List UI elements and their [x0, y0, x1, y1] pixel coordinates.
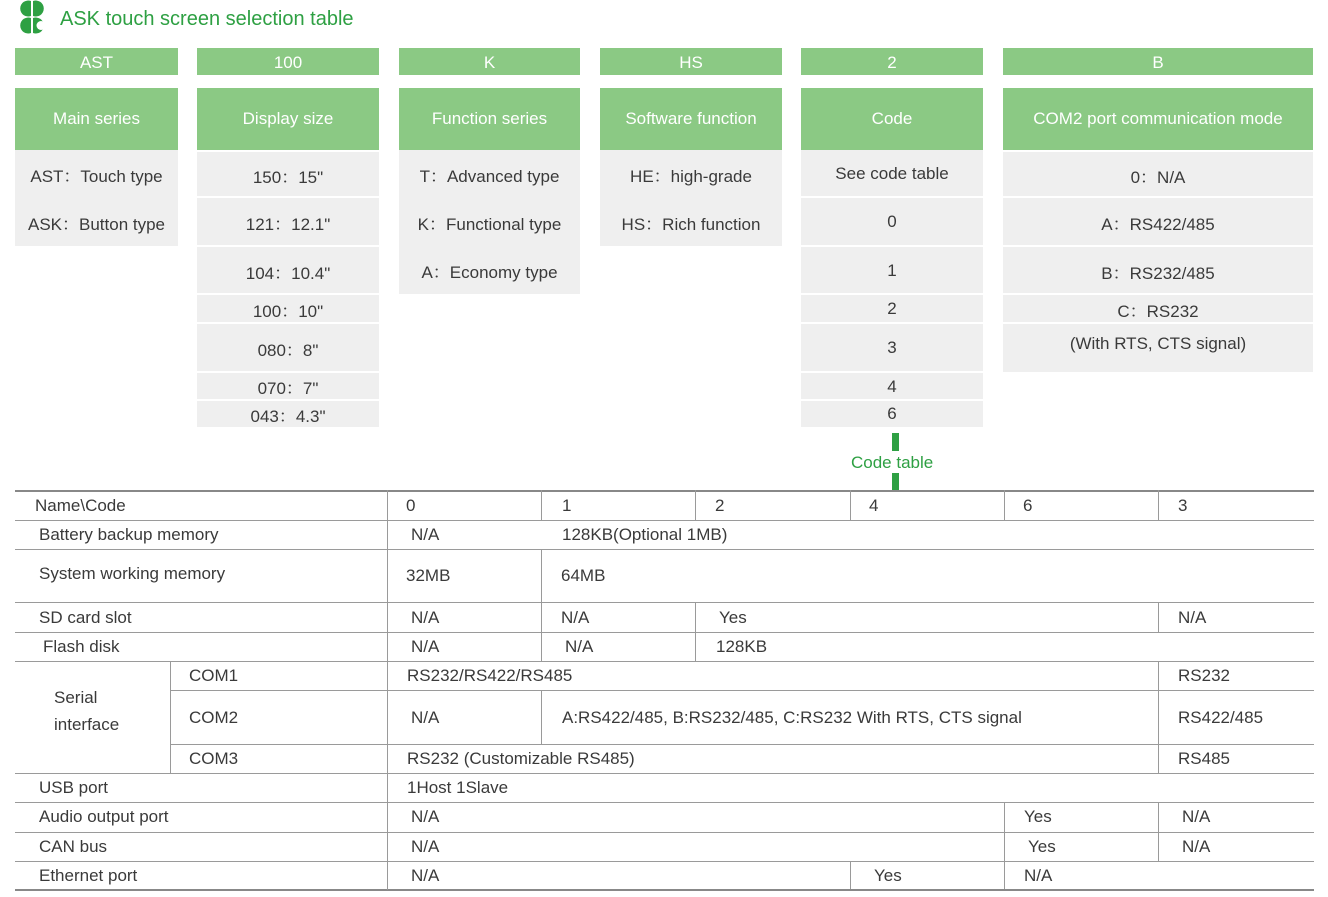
column-heading: Display size [197, 88, 379, 150]
table-cell: A:RS422/485, B:RS232/485, C:RS232 With RTS, CTS signal [562, 708, 1022, 727]
table-cell: 64MB [561, 566, 606, 585]
row-label: interface [54, 715, 120, 734]
table-header-cell: 1 [562, 496, 572, 515]
column-code [801, 48, 983, 423]
table-top-border [15, 490, 1314, 492]
table-cell: RS232 (Customizable RS485) [407, 749, 635, 768]
table-cell: N/A [411, 608, 440, 627]
option-value: A：RS422/485 [1003, 198, 1313, 246]
table-cell: 128KB [716, 637, 768, 656]
table-header-cell: 3 [1178, 496, 1188, 515]
table-cell: RS232 [1178, 666, 1230, 685]
table-header-cell: 0 [406, 496, 416, 515]
code-bar: 2 [801, 48, 983, 75]
column-heading: Main series [15, 88, 178, 150]
table-cell: Yes [719, 608, 747, 627]
table-cell: Yes [1024, 807, 1052, 826]
option-value: 4 [801, 373, 983, 400]
table-bottom-border [15, 889, 1314, 891]
option-value: 0：N/A [1003, 152, 1313, 198]
table-cell: Yes [874, 866, 902, 885]
column-display-size [197, 48, 379, 426]
option-value: HS：Rich function [600, 198, 782, 246]
table-cell: N/A [1182, 807, 1211, 826]
table-cell: N/A [1024, 866, 1053, 885]
code-bar: K [399, 48, 580, 75]
row-sublabel: COM2 [189, 708, 239, 727]
table-cell: 32MB [406, 566, 451, 585]
table-cell: N/A [565, 637, 594, 656]
table-cell: 1Host 1Slave [407, 778, 509, 797]
option-value: ASK：Button type [15, 198, 178, 246]
row-label: CAN bus [39, 837, 108, 856]
code-bar: B [1003, 48, 1313, 75]
table-header-cell: 2 [715, 496, 725, 515]
option-value: 121：12.1" [197, 198, 379, 246]
table-cell: N/A [1182, 837, 1211, 856]
option-value: HE：high-grade [600, 150, 782, 198]
table-cell: N/A [411, 807, 440, 826]
table-header-cell: 6 [1023, 496, 1033, 515]
column-heading: Function series [399, 88, 580, 150]
table-cell: N/A [411, 708, 440, 727]
column-heading: COM2 port communication mode [1003, 88, 1313, 150]
option-value: (With RTS, CTS signal) [1003, 324, 1313, 372]
column-com2-mode [1003, 48, 1313, 353]
option-value: 150：15" [197, 152, 379, 198]
option-value: 1 [801, 247, 983, 295]
option-value: T：Advanced type [399, 150, 580, 198]
table-cell: N/A [1178, 608, 1207, 627]
table-header-cell: Name\Code [35, 496, 126, 515]
table-cell: N/A [411, 525, 440, 544]
column-heading: Software function [600, 88, 782, 150]
row-label: USB port [39, 778, 108, 797]
code-bar: 100 [197, 48, 379, 75]
option-value: K：Functional type [399, 198, 580, 246]
clover-logo-icon [14, 0, 50, 34]
connector-line-bottom [892, 473, 899, 491]
table-cell: RS485 [1178, 749, 1230, 768]
table-cell: N/A [561, 608, 590, 627]
table-cell: N/A [411, 837, 440, 856]
option-value: 100：10" [197, 295, 379, 323]
page-title: ASK touch screen selection table [60, 8, 354, 30]
column-function-series [399, 48, 580, 282]
row-label: Audio output port [39, 807, 169, 826]
option-value: See code table [801, 150, 983, 198]
code-table-label: Code table [851, 453, 934, 472]
option-value: 043：4.3" [197, 401, 379, 427]
row-label: System working memory [39, 564, 226, 583]
option-value: 070：7" [197, 373, 379, 400]
connector-line-top [892, 433, 899, 451]
table-cell: 128KB(Optional 1MB) [562, 525, 728, 544]
option-value: B：RS232/485 [1003, 247, 1313, 295]
row-label: Battery backup memory [39, 525, 219, 544]
option-value: 0 [801, 198, 983, 246]
code-bar: HS [600, 48, 782, 75]
option-value: C：RS232 [1003, 295, 1313, 323]
column-heading: Code [801, 88, 983, 150]
column-main-series [15, 48, 178, 234]
table-header-cell: 4 [869, 496, 879, 515]
row-sublabel: COM3 [189, 749, 239, 768]
option-value: 2 [801, 295, 983, 323]
option-value: 6 [801, 401, 983, 427]
code-bar: AST [15, 48, 178, 75]
row-label: Ethernet port [39, 866, 138, 885]
row-label: Serial [54, 688, 98, 707]
table-cell: Yes [1028, 837, 1056, 856]
row-sublabel: COM1 [189, 666, 239, 685]
option-value: 080：8" [197, 324, 379, 372]
option-value: 3 [801, 324, 983, 372]
option-value: AST：Touch type [15, 150, 178, 198]
table-cell: RS232/RS422/RS485 [407, 666, 573, 685]
table-cell: N/A [411, 637, 440, 656]
row-label: Flash disk [43, 637, 120, 656]
option-value: 104：10.4" [197, 247, 379, 295]
row-label: SD card slot [39, 608, 132, 627]
table-cell: RS422/485 [1178, 708, 1264, 727]
column-software-function [600, 48, 782, 234]
table-cell: N/A [411, 866, 440, 885]
option-value: A：Economy type [399, 246, 580, 294]
